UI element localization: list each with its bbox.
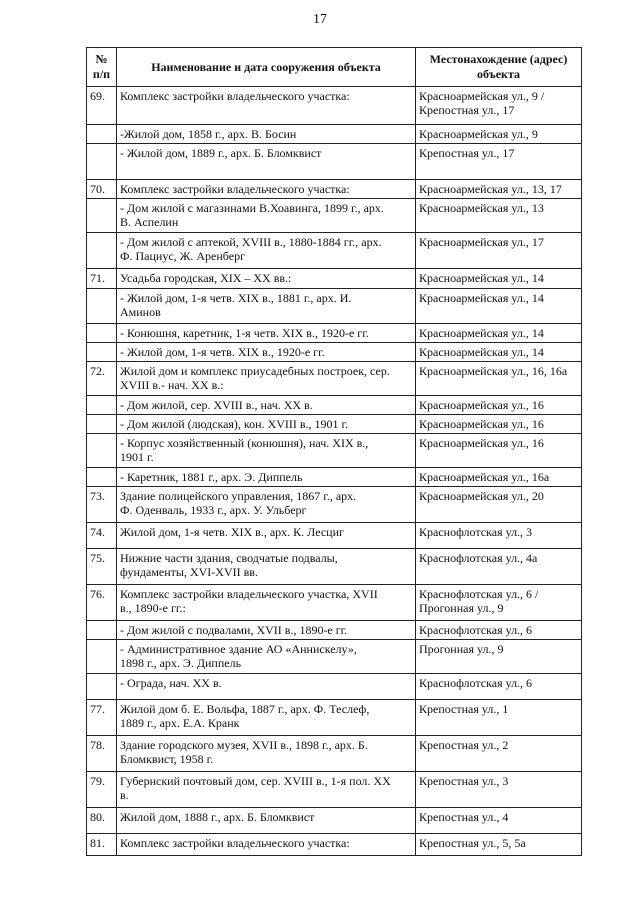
object-name: Жилой дом, 1888 г., арх. Б. Бломквист	[117, 808, 416, 834]
object-name: Комплекс застройки владельческого участка:	[117, 87, 416, 125]
row-number: 69.	[87, 87, 117, 125]
row-number: 79.	[87, 772, 117, 808]
row-number	[87, 233, 117, 269]
row-number	[87, 468, 117, 487]
row-number	[87, 289, 117, 324]
table-row	[87, 434, 582, 468]
table-header-row	[87, 48, 582, 87]
object-name: - Жилой дом, 1-я четв. XIX в., 1881 г., арх. И. Аминов	[117, 289, 416, 324]
object-name: Комплекс застройки владельческого участка, XVII в., 1890-е гг.:	[117, 585, 416, 621]
object-address: Крепостная ул., 17	[416, 144, 582, 180]
object-address: Крепостная ул., 2	[416, 736, 582, 772]
object-address: Красноармейская ул., 16, 16а	[416, 362, 582, 396]
table-body	[87, 87, 582, 856]
row-number	[87, 125, 117, 144]
object-address: Крепостная ул., 1	[416, 700, 582, 736]
object-address: Краснофлотская ул., 6	[416, 621, 582, 640]
row-number: 76.	[87, 585, 117, 621]
object-address: Красноармейская ул., 14	[416, 324, 582, 343]
table-row	[87, 125, 582, 144]
object-address: Красноармейская ул., 16	[416, 434, 582, 468]
object-address: Краснофлотская ул., 4а	[416, 549, 582, 585]
row-number	[87, 199, 117, 233]
row-number: 80.	[87, 808, 117, 834]
object-address: Краснофлотская ул., 6	[416, 674, 582, 700]
page-number: 17	[313, 12, 327, 27]
table-row	[87, 144, 582, 180]
table-row	[87, 289, 582, 324]
object-name: Усадьба городская, XIX – XX вв.:	[117, 269, 416, 289]
table-row	[87, 808, 582, 834]
header-num: № п/п	[87, 48, 117, 87]
table-row	[87, 487, 582, 523]
object-name: - Каретник, 1881 г., арх. Э. Диппель	[117, 468, 416, 487]
table-row	[87, 736, 582, 772]
object-name: Губернский почтовый дом, сер. XVIII в., 1-я пол. XX в.	[117, 772, 416, 808]
object-address: Красноармейская ул., 9 / Крепостная ул., 17	[416, 87, 582, 125]
object-name: - Дом жилой с аптекой, XVIII в., 1880-1884 гг., арх. Ф. Пациус, Ж. Аренберг	[117, 233, 416, 269]
object-address: Красноармейская ул., 16а	[416, 468, 582, 487]
header-address: Местонахождение (адрес) объекта	[416, 48, 582, 87]
table-row	[87, 415, 582, 434]
object-name: - Административное здание АО «Аннискелу», 1898 г., арх. Э. Диппель	[117, 640, 416, 674]
object-address: Красноармейская ул., 17	[416, 233, 582, 269]
table-row	[87, 362, 582, 396]
object-name: Нижние части здания, сводчатые подвалы, фундаменты, XVI-XVII вв.	[117, 549, 416, 585]
object-address: Красноармейская ул., 20	[416, 487, 582, 523]
object-address: Прогонная ул., 9	[416, 640, 582, 674]
object-name: - Дом жилой, сер. XVIII в., нач. XX в.	[117, 396, 416, 415]
object-name: Комплекс застройки владельческого участка:	[117, 180, 416, 199]
row-number: 70.	[87, 180, 117, 199]
object-name: Здание городского музея, XVII в., 1898 г., арх. Б. Бломквист, 1958 г.	[117, 736, 416, 772]
object-address: Красноармейская ул., 16	[416, 396, 582, 415]
object-name: - Корпус хозяйственный (конюшня), нач. XIX в., 1901 г.	[117, 434, 416, 468]
table-row	[87, 621, 582, 640]
object-name: Жилой дом, 1-я четв. XIX в., арх. К. Лесциг	[117, 523, 416, 549]
object-name: - Дом жилой (людская), кон. XVIII в., 1901 г.	[117, 415, 416, 434]
object-address: Красноармейская ул., 14	[416, 343, 582, 362]
table-row	[87, 324, 582, 343]
row-number	[87, 640, 117, 674]
object-address: Красноармейская ул., 16	[416, 415, 582, 434]
heritage-objects-table	[86, 47, 582, 856]
row-number: 78.	[87, 736, 117, 772]
row-number: 74.	[87, 523, 117, 549]
table-row	[87, 199, 582, 233]
row-number: 73.	[87, 487, 117, 523]
object-name: - Жилой дом, 1-я четв. XIX в., 1920-е гг.	[117, 343, 416, 362]
row-number: 72.	[87, 362, 117, 396]
row-number	[87, 434, 117, 468]
object-name: Жилой дом б. Е. Вольфа, 1887 г., арх. Ф. Теслеф, 1889 г., арх. Е.А. Кранк	[117, 700, 416, 736]
object-address: Краснофлотская ул., 3	[416, 523, 582, 549]
object-address: Крепостная ул., 3	[416, 772, 582, 808]
row-number	[87, 415, 117, 434]
row-number: 81.	[87, 834, 117, 856]
table-row	[87, 700, 582, 736]
object-name: - Жилой дом, 1889 г., арх. Б. Бломквист	[117, 144, 416, 180]
table-row	[87, 269, 582, 289]
object-name: - Конюшня, каретник, 1-я четв. XIX в., 1920-е гг.	[117, 324, 416, 343]
object-name: - Ограда, нач. XX в.	[117, 674, 416, 700]
table-row	[87, 396, 582, 415]
row-number	[87, 324, 117, 343]
object-address: Красноармейская ул., 14	[416, 289, 582, 324]
object-address: Крепостная ул., 5, 5а	[416, 834, 582, 856]
row-number	[87, 674, 117, 700]
table-row	[87, 233, 582, 269]
object-name: -Жилой дом, 1858 г., арх. В. Босин	[117, 125, 416, 144]
table-row	[87, 772, 582, 808]
table-row	[87, 549, 582, 585]
row-number	[87, 144, 117, 180]
object-address: Краснофлотская ул., 6 / Прогонная ул., 9	[416, 585, 582, 621]
table-row	[87, 523, 582, 549]
object-name: - Дом жилой с подвалами, XVII в., 1890-е гг.	[117, 621, 416, 640]
row-number: 71.	[87, 269, 117, 289]
object-name: - Дом жилой с магазинами В.Хоавинга, 1899 г., арх. В. Аспелин	[117, 199, 416, 233]
table-row	[87, 640, 582, 674]
row-number	[87, 396, 117, 415]
table-row	[87, 87, 582, 125]
table-row	[87, 585, 582, 621]
table-row	[87, 468, 582, 487]
header-name: Наименование и дата сооружения объекта	[117, 48, 416, 87]
object-address: Крепостная ул., 4	[416, 808, 582, 834]
object-name: Комплекс застройки владельческого участка:	[117, 834, 416, 856]
object-name: Здание полицейского управления, 1867 г., арх. Ф. Оденваль, 1933 г., арх. У. Ульберг	[117, 487, 416, 523]
object-name: Жилой дом и комплекс приусадебных построек, сер. XVIII в.- нач. XX в.:	[117, 362, 416, 396]
row-number: 77.	[87, 700, 117, 736]
table-row	[87, 180, 582, 199]
row-number: 75.	[87, 549, 117, 585]
object-address: Красноармейская ул., 13, 17	[416, 180, 582, 199]
object-address: Красноармейская ул., 13	[416, 199, 582, 233]
row-number	[87, 621, 117, 640]
row-number	[87, 343, 117, 362]
table-row	[87, 343, 582, 362]
object-address: Красноармейская ул., 14	[416, 269, 582, 289]
table-row	[87, 834, 582, 856]
table-row	[87, 674, 582, 700]
object-address: Красноармейская ул., 9	[416, 125, 582, 144]
